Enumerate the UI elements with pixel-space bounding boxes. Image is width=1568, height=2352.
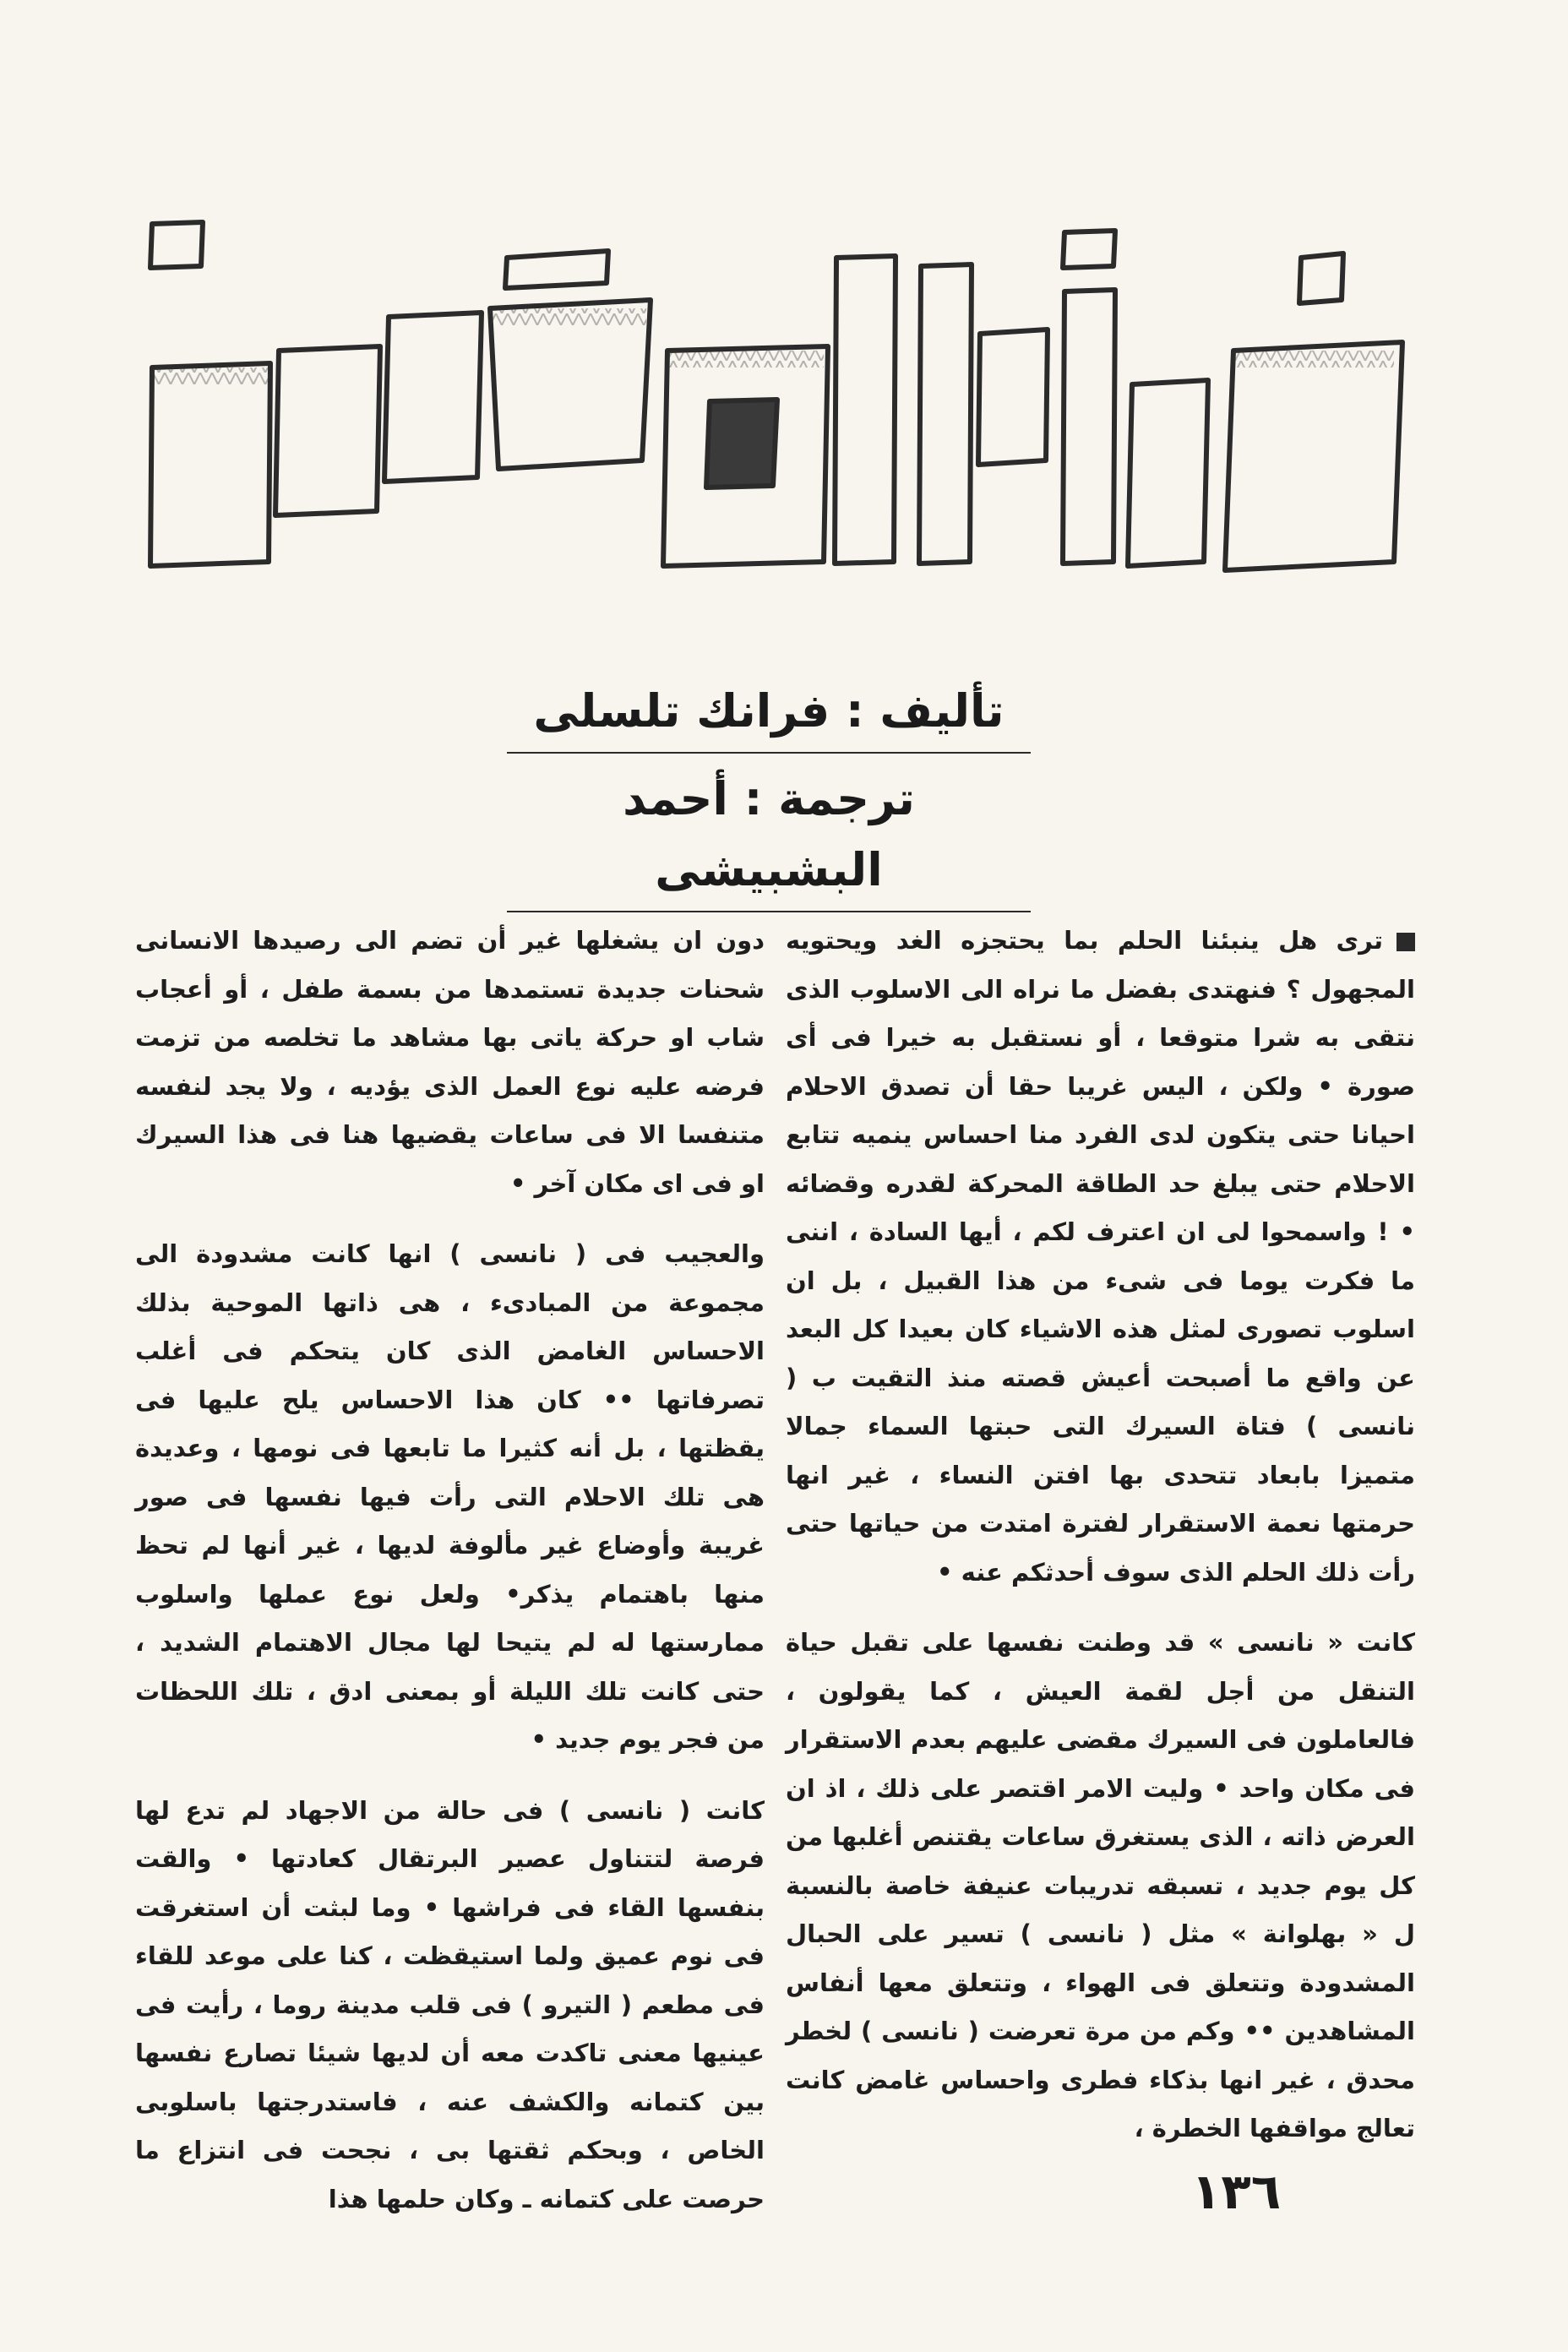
story-title-calligraphy (135, 207, 1411, 596)
paragraph: كانت « نانسى » قد وطنت نفسها على تقبل حياة التنقل من أجل لقمة العيش ، كما يقولون ، فالعاملون فى السيرك مقضى عليهم بعدم الاستقرار فى مكان واحد • وليت الامر اقتصر على ذلك ، اذ ان العرض ذاته ، الذى يستغرق ساعات يقتنص أغلبها من كل يوم جديد ، تسبقه تدريبات عنيفة خاصة بالنسبة ل « بهلوانة » مثل ( نانسى ) تسير على الحبال المشدودة وتتعلق فى الهواء ، وتتعلق معها أنفاس المشاهدين •• وكم من مرة تعرضت ( نانسى ) لخطر محدق ، غير انها بذكاء فطرى واحساس غامض كانت تعالج مواقفها الخطرة ، (786, 1628, 1415, 2142)
square-bullet-icon (1396, 933, 1415, 951)
right-text-column (786, 917, 1415, 2175)
paragraph: دون ان يشغلها غير أن تضم الى رصيدها الانسانى شحنات جديدة تستمدها من بسمة طفل ، أو أعجاب شاب او حركة ياتى بها مشاهد ما تخلصه من تزمت فرضه عليه نوع العمل الذى يؤديه ، ولا يجد لنفسه متنفسا الا فى ساعات يقضيها هنا فى هذا السيرك او فى اى مكان آخر • (135, 926, 765, 1198)
divider (507, 911, 1031, 912)
title-logo (135, 207, 1411, 596)
divider (507, 752, 1031, 754)
credits-block (507, 676, 1031, 923)
paragraph: والعجيب فى ( نانسى ) انها كانت مشدودة الى مجموعة من المبادىء ، هى ذاتها الموحية بذلك الاحساس الغامض الذى كان يتحكم فى أغلب تصرفاتها •• كان هذا الاحساس يلح عليها فى يقظتها ، بل أنه كثيرا ما تابعها فى نومها ، وعديدة هى تلك الاحلام التى رأت فيها نفسها فى صور غريبة وأوضاع غير مألوفة لديها ، غير أنها لم تحظ منها باهتمام يذكر• ولعل نوع عملها واسلوب ممارستها له لم يتيحا لها مجال الاهتمام الشديد ، حتى كانت تلك الليلة أو بمعنى ادق ، تلك اللحظات من فجر يوم جديد • (135, 1239, 765, 1754)
paragraph: ترى هل ينبئنا الحلم بما يحتجزه الغد ويحتويه المجهول ؟ فنهتدى بفضل ما نراه الى الاسلوب الذى نتقى به شرا متوقعا ، أو نستقبل به خيرا فى أى صورة • ولكن ، اليس غريبا حقا أن تصدق الاحلام احيانا حتى يتكون لدى الفرد منا احساس ينميه تتابع الاحلام حتى يبلغ حد الطاقة المحركة لقدره وقضائه • ! واسمحوا لى ان اعترف لكم ، أيها السادة ، اننى ما فكرت يوما فى شىء من هذا القبيل ، بل ان اسلوب تصورى لمثل هذه الاشياء كان بعيدا كل البعد عن واقع ما أصبحت أعيش قصته منذ التقيت ب ( نانسى ) فتاة السيرك التى حبتها السماء جمالا متميزا بابعاد تتحدى بها افتن النساء ، غير انها حرمتها نعمة الاستقرار لفترة امتدت من حياتها حتى رأت ذلك الحلم الذى سوف أحدثكم عنه • (786, 926, 1415, 1587)
left-text-column (135, 917, 765, 2246)
page-number: ١٣٦ (1191, 2163, 1282, 2220)
author-line: تأليف : فرانك تلسلى (533, 684, 1004, 738)
translator-line: ترجمة : أحمد البشبيشى (623, 772, 915, 896)
paragraph: كانت ( نانسى ) فى حالة من الاجهاد لم تدع لها فرصة لتتناول عصير البرتقال كعادتها • والقت بنفسها القاء فى فراشها • وما لبثت أن استغرقت فى نوم عميق ولما استيقظت ، كنا على موعد للقاء فى مطعم ( التيرو ) فى قلب مدينة روما ، رأيت فى عينيها معنى تاكدت معه أن لديها شيئا تصارع نفسها بين كتمانه والكشف عنه ، فاستدرجتها باسلوبى الخاص ، وبحكم ثقتها بى ، نجحت فى انتزاع ما حرصت على كتمانه ـ وكان حلمها هذا (135, 1795, 765, 2213)
